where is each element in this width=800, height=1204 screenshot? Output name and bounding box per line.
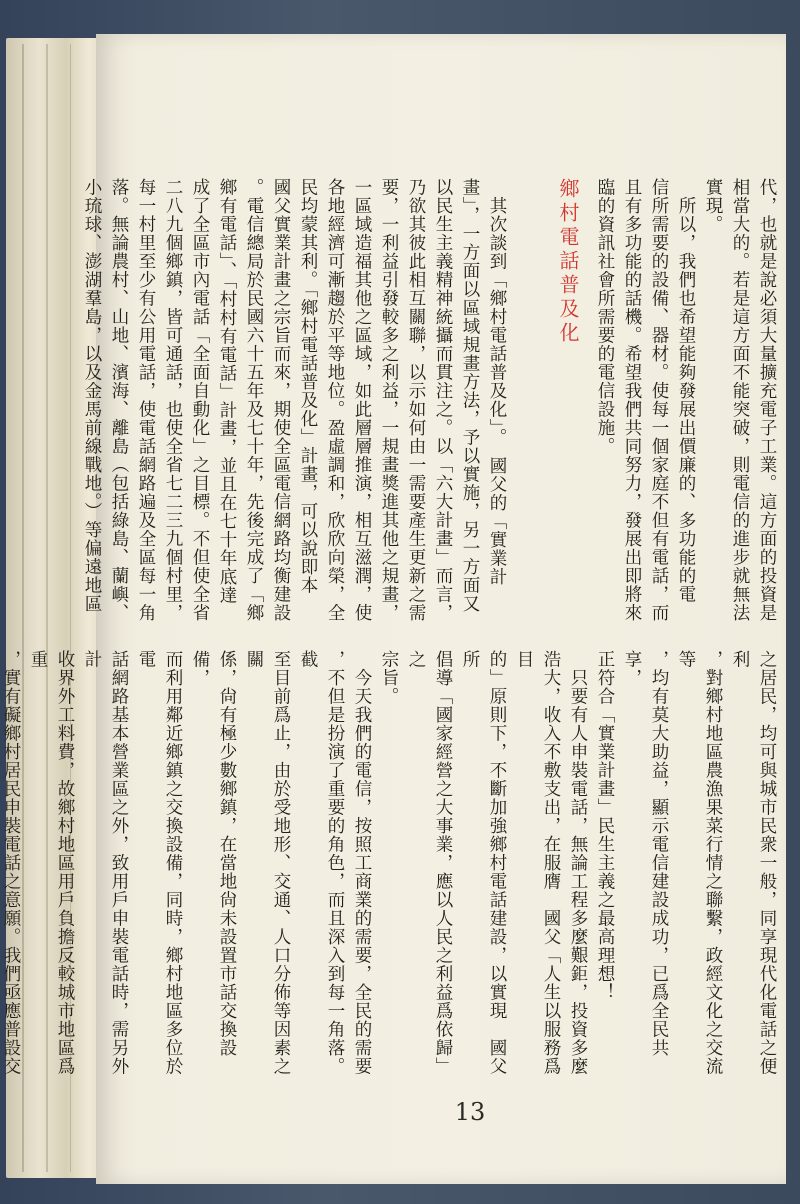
lower-text-block: [1, 650, 780, 1090]
text-line: 畫」，一方面以區域規畫方法，予以實施，另一方面又: [460, 178, 480, 614]
text-line: 一區域造福其他之區域，如此層層推演，相互滋潤，使: [352, 178, 372, 622]
text-line: 的」原則下，不斷加強鄉村電話建設，以實現 國父所: [460, 650, 507, 1076]
text-line: 只要有人申裝電話，無論工程多麼艱鉅，投資多麼: [568, 650, 588, 1076]
text-line: 國父實業計畫之宗旨而來，期使全區電信網路均衡建設: [271, 178, 291, 622]
text-line: 小琉球、澎湖羣島，以及金馬前線戰地。）等偏遠地區: [82, 178, 102, 614]
text-line: 乃欲其彼此相互關聯，以示如何由一需要產生更新之需: [406, 178, 426, 622]
text-line: 而利用鄰近鄉鎮之交換設備，同時，鄉村地區多位於電: [136, 650, 183, 1076]
text-line: 收界外工料費，故鄉村地區用戶負擔反較城市地區爲重: [28, 650, 75, 1076]
text-line: 話網路基本營業區之外，致用戶申裝電話時，需另外計: [82, 650, 129, 1076]
text-line: 每一村里至少有公用電話，使電話網路遍及全區每一角: [136, 178, 156, 622]
text-line: 相當大的。若是這方面不能突破，則電信的進步就無法: [730, 178, 750, 622]
text-line: 代，也就是說必須大量擴充電子工業。這方面的投資是: [757, 178, 777, 622]
text-line: ，均有莫大助益，顯示電信建設成功，已爲全民共享，: [622, 650, 669, 1057]
text-line: [510, 178, 537, 656]
text-line: 二八九個鄉鎮，皆可通話，也使全省七二三九個村里，: [163, 178, 183, 622]
text-line: 所以，我們也希望能夠發展出價廉的、多功能的電: [676, 178, 696, 604]
text-line: 至目前爲止，由於受地形、交通、人口分佈等因素之關: [244, 650, 291, 1076]
text-line: 實現。: [703, 178, 723, 234]
section-heading: 鄉村電話普及化: [556, 178, 580, 346]
text-line: ，不但是扮演了重要的角色，而且深入到每一角落。截: [298, 650, 345, 1076]
text-line: 浩大，收入不敷支出，在服膺 國父「人生以服務爲目: [514, 650, 561, 1076]
text-line: 臨的資訊社會所需要的電信設施。: [595, 178, 615, 456]
text-line: 之居民，均可與城市民衆一般，同享現代化電話之便利: [730, 650, 777, 1076]
text-line: 鄉有電話」、「村村有電話」計畫，並且在七十年底達: [217, 178, 237, 605]
text-line: 成了全區市內電話「全面自動化」之目標。不但使全省: [190, 178, 210, 622]
text-line: 。電信總局於民國六十五年及七十年，先後完成了「鄉: [244, 178, 264, 622]
text-line: 正符合「實業計畫」民生主義之最高理想！: [595, 650, 615, 1002]
text-line: ，實有礙鄉村居民申裝電話之意願。我們亟應普設交: [1, 650, 21, 1076]
text-line: 係，尙有極少數鄉鎮，在當地尙未設置市話交換設備，: [190, 650, 237, 1057]
text-line: 信所需要的設備、器材。使每一個家庭不但有電話，而: [649, 178, 669, 622]
text-line: 其次談到「鄉村電話普及化」。 國父的「實業計: [487, 178, 507, 586]
text-line: ，對鄉村地區農漁果菜行情之聯繫，政經文化之交流等: [676, 650, 723, 1076]
text-line: 以民生主義精神統攝而貫注之。以「六大計畫」而言，: [433, 178, 453, 622]
text-line: 要，一利益引發較多之利益，一規畫獎進其他之規畫，: [379, 178, 399, 622]
text-line: 民均蒙其利。「鄉村電話普及化」計畫，可以說即本: [298, 178, 318, 595]
text-line: 今天我們的電信，按照工商業的需要，全民的需要: [352, 650, 372, 1076]
text-line: 宗旨。: [379, 650, 399, 706]
text-line: 落。無論農村、山地、濱海、離島（包括綠島、蘭嶼、: [109, 178, 129, 622]
page-number: 13: [454, 1098, 486, 1126]
upper-text-block: [82, 178, 780, 656]
text-line: 倡導「國家經營之大事業，應以人民之利益爲依歸」之: [406, 650, 453, 1076]
text-line: 各地經濟可漸趨於平等地位。盈虛調和，欣欣向榮，全: [325, 178, 345, 622]
text-line: 且有多功能的話機。希望我們共同努力，發展出即將來: [622, 178, 642, 622]
